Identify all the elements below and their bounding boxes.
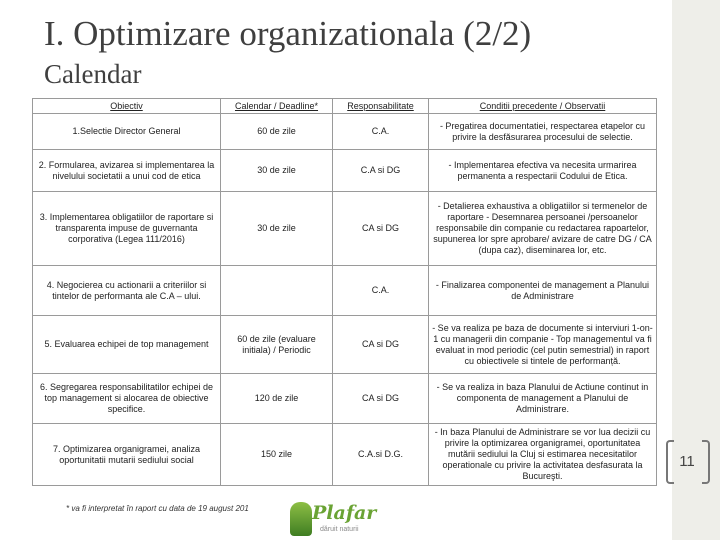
- leaf-icon: [290, 502, 312, 536]
- table-row: [33, 266, 657, 316]
- plafar-logo: [290, 498, 376, 540]
- responsible-cell: CA si DG: [333, 374, 429, 424]
- responsible-cell: C.A si DG: [333, 150, 429, 192]
- objective-cell: 1.Selectie Director General: [33, 114, 221, 150]
- objective-cell: 2. Formularea, avizarea si implementarea la nivelului societatii a unui cod de etica: [33, 150, 221, 192]
- slide-title: I. Optimizare organizationala (2/2): [44, 14, 532, 53]
- footnote: * va fi interpretat în raport cu data de 19 august 201: [66, 504, 249, 513]
- objective-cell: 7. Optimizarea organigramei, analiza oportunitatii mutarii sediului social: [33, 424, 221, 486]
- table-row: [33, 374, 657, 424]
- notes-cell: - In baza Planului de Administrare se vor lua decizii cu privire la optimizarea organigramei, oportunitatea mutării sediului la Cluj si estimarea necesitatilor operationale cu privire la activitatea desfasurata la Bucureşti.: [429, 424, 657, 486]
- calendar-table: [32, 98, 657, 486]
- responsible-cell: C.A.: [333, 266, 429, 316]
- table-row: [33, 316, 657, 374]
- deadline-cell: [221, 266, 333, 316]
- notes-cell: - Implementarea efectiva va necesita urmarirea permanenta a respectarii Codului de Etica.: [429, 150, 657, 192]
- deadline-cell: 150 zile: [221, 424, 333, 486]
- header-notes: Conditii precedente / Observatii: [429, 99, 657, 114]
- header-objective: Obiectiv: [33, 99, 221, 114]
- notes-cell: - Se va realiza pe baza de documente si interviuri 1-on-1 cu managerii din companie - Top managementul va fi evaluat in mod periodic (cel putin semestrial) in raport cu obiectivele si tintele de performanță.: [429, 316, 657, 374]
- objective-cell: 5. Evaluarea echipei de top management: [33, 316, 221, 374]
- deadline-cell: 30 de zile: [221, 150, 333, 192]
- responsible-cell: CA si DG: [333, 192, 429, 266]
- table-row: [33, 150, 657, 192]
- deadline-cell: 60 de zile: [221, 114, 333, 150]
- notes-cell: - Pregatirea documentatiei, respectarea etapelor cu privire la desfăsurarea procesului de selectie.: [429, 114, 657, 150]
- header-deadline: Calendar / Deadline*: [221, 99, 333, 114]
- table-header-row: [33, 99, 657, 114]
- slide-subtitle: Calendar: [44, 59, 142, 89]
- deadline-cell: 120 de zile: [221, 374, 333, 424]
- notes-cell: - Finalizarea componentei de management a Planului de Administrare: [429, 266, 657, 316]
- responsible-cell: C.A.si D.G.: [333, 424, 429, 486]
- table-row: [33, 424, 657, 486]
- responsible-cell: C.A.: [333, 114, 429, 150]
- notes-cell: - Detalierea exhaustiva a obligatiilor si termenelor de raportare - Desemnarea persoanei /persoanelor responsabile din companie cu redactarea rapoartelor, supunerea lor spre aprobare/ avizare de catre DG / CA (dupa caz), diseminarea lor, etc.: [429, 192, 657, 266]
- notes-cell: - Se va realiza in baza Planului de Actiune continut in componenta de management a Planului de Administrare.: [429, 374, 657, 424]
- objective-cell: 4. Negocierea cu actionarii a criteriilor si tintelor de performanta ale C.A – ului.: [33, 266, 221, 316]
- logo-tagline: dăruit naturii: [320, 526, 359, 533]
- table-row: [33, 114, 657, 150]
- page-number: 11: [679, 453, 695, 470]
- deadline-cell: 60 de zile (evaluare initiala) / Periodic: [221, 316, 333, 374]
- page-bracket-right: [702, 440, 710, 484]
- responsible-cell: CA si DG: [333, 316, 429, 374]
- deadline-cell: 30 de zile: [221, 192, 333, 266]
- logo-wordmark: Plafar: [312, 502, 377, 524]
- objective-cell: 6. Segregarea responsabilitatilor echipei de top management si alocarea de obiective specifice.: [33, 374, 221, 424]
- objective-cell: 3. Implementarea obligatiilor de raportare si transparenta impuse de guvernanta corporativa (Legea 111/2016): [33, 192, 221, 266]
- header-responsible: Responsabilitate: [333, 99, 429, 114]
- table-row: [33, 192, 657, 266]
